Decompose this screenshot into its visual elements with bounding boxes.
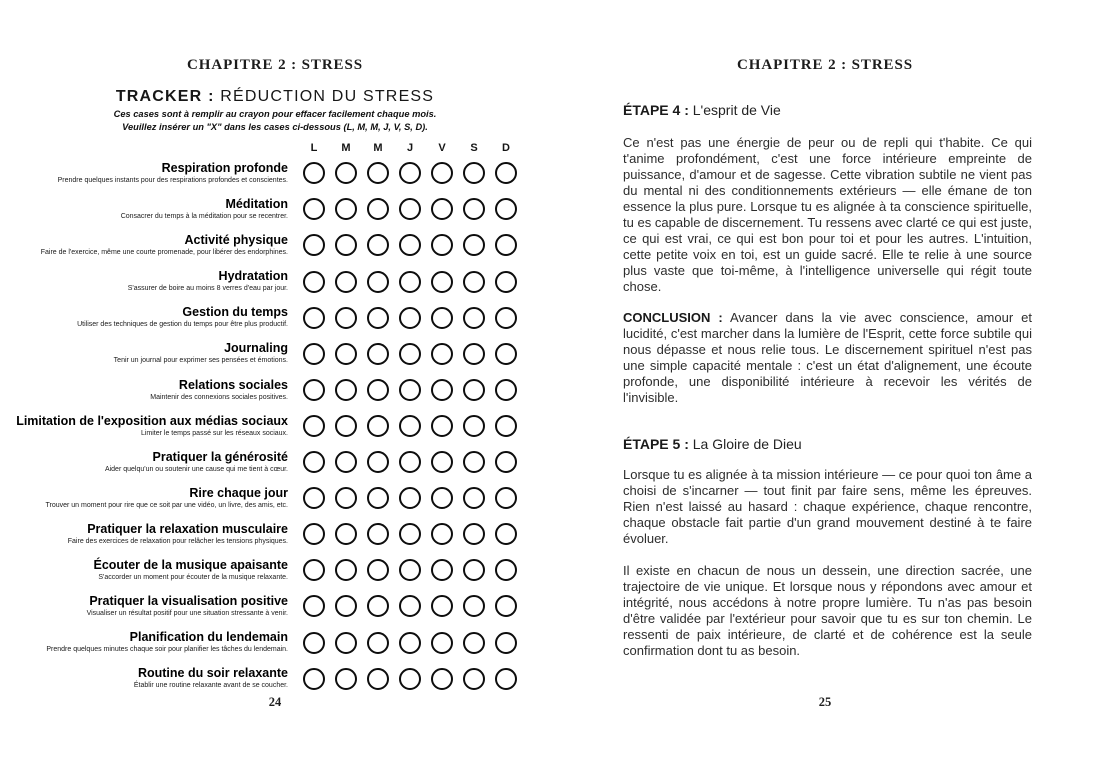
tracker-checkbox[interactable] <box>463 162 485 184</box>
tracker-checkbox[interactable] <box>463 198 485 220</box>
tracker-checkbox[interactable] <box>303 559 325 581</box>
tracker-checkbox[interactable] <box>495 343 517 365</box>
tracker-row-title: Journaling <box>224 341 288 356</box>
tracker-instructions <box>0 108 550 133</box>
tracker-checkbox[interactable] <box>463 523 485 545</box>
tracker-checkbox[interactable] <box>399 632 421 654</box>
tracker-checkbox[interactable] <box>495 632 517 654</box>
tracker-row-description: Faire de l'exercice, même une courte promenade, pour libérer des endorphines. <box>40 249 288 257</box>
tracker-checkbox[interactable] <box>335 162 357 184</box>
tracker-checkbox[interactable] <box>335 559 357 581</box>
tracker-row <box>0 161 550 186</box>
day-column-label: V <box>438 142 446 154</box>
tracker-title-text: RÉDUCTION DU STRESS <box>214 88 435 105</box>
tracker-checkbox[interactable] <box>367 307 389 329</box>
tracker-checkbox[interactable] <box>335 668 357 690</box>
tracker-checkbox[interactable] <box>303 668 325 690</box>
tracker-checkbox[interactable] <box>431 343 453 365</box>
tracker-checkbox[interactable] <box>367 271 389 293</box>
tracker-row <box>0 197 550 222</box>
tracker-row <box>0 305 550 330</box>
tracker-row-title: Respiration profonde <box>161 161 288 175</box>
tracker-checkbox[interactable] <box>463 451 485 473</box>
tracker-checkbox[interactable] <box>303 234 325 256</box>
tracker-checkbox[interactable] <box>335 451 357 473</box>
tracker-row-description: Consacrer du temps à la méditation pour se recentrer. <box>120 213 288 221</box>
tracker-checkbox[interactable] <box>431 632 453 654</box>
tracker-checkbox[interactable] <box>463 668 485 690</box>
etape4-heading <box>623 102 1032 118</box>
tracker-row-description: Maintenir des connexions sociales positives. <box>150 393 288 401</box>
tracker-checkbox[interactable] <box>399 595 421 617</box>
day-column-label: M <box>373 142 383 154</box>
tracker-checkbox[interactable] <box>399 343 421 365</box>
tracker-checkbox[interactable] <box>367 451 389 473</box>
tracker-checkbox[interactable] <box>335 234 357 256</box>
tracker-checkbox[interactable] <box>431 307 453 329</box>
tracker-checkbox[interactable] <box>399 451 421 473</box>
day-column-label: L <box>310 142 318 154</box>
tracker-row <box>0 414 550 439</box>
tracker-checkbox[interactable] <box>495 559 517 581</box>
tracker-checkbox[interactable] <box>367 415 389 437</box>
tracker-checkbox[interactable] <box>367 668 389 690</box>
tracker-checkbox[interactable] <box>495 668 517 690</box>
tracker-checkbox[interactable] <box>367 234 389 256</box>
chapter-header-left: CHAPITRE 2 : STRESS <box>187 57 363 73</box>
tracker-checkbox[interactable] <box>463 234 485 256</box>
tracker-checkbox[interactable] <box>335 487 357 509</box>
tracker-checkbox[interactable] <box>495 379 517 401</box>
tracker-row <box>0 630 550 655</box>
tracker-checkbox[interactable] <box>463 343 485 365</box>
tracker-row-description: S'assurer de boire au moins 8 verres d'eau par jour. <box>127 285 288 293</box>
tracker-checkbox[interactable] <box>495 523 517 545</box>
tracker-row-title: Hydratation <box>218 269 288 284</box>
tracker-checkbox[interactable] <box>367 198 389 220</box>
tracker-row-title: Activité physique <box>184 233 288 248</box>
tracker-week-circles <box>303 632 517 654</box>
tracker-week-circles <box>303 487 517 509</box>
tracker-checkbox[interactable] <box>399 271 421 293</box>
tracker-checkbox[interactable] <box>303 379 325 401</box>
tracker-row-title: Écouter de la musique apaisante <box>93 558 288 573</box>
tracker-checkbox[interactable] <box>335 595 357 617</box>
tracker-checkbox[interactable] <box>303 595 325 617</box>
day-column-label: S <box>470 142 478 154</box>
tracker-checkbox[interactable] <box>367 523 389 545</box>
tracker-checkbox[interactable] <box>495 451 517 473</box>
tracker-row-title: Pratiquer la visualisation positive <box>89 594 288 609</box>
tracker-row-description: Visualiser un résultat positif pour une situation stressante à venir. <box>86 610 288 618</box>
tracker-checkbox[interactable] <box>303 487 325 509</box>
tracker-checkbox[interactable] <box>303 162 325 184</box>
tracker-row-description: Aider quelqu'un ou soutenir une cause qui me tient à cœur. <box>104 465 288 473</box>
tracker-checkbox[interactable] <box>335 632 357 654</box>
tracker-checkbox[interactable] <box>431 559 453 581</box>
tracker-week-circles <box>303 559 517 581</box>
tracker-checkbox[interactable] <box>335 415 357 437</box>
tracker-instructions-line2: Veuillez insérer un "X" dans les cases ci-dessous (L, M, M, J, V, S, D). <box>122 121 428 132</box>
tracker-checkbox[interactable] <box>335 343 357 365</box>
tracker-row-title: Relations sociales <box>178 377 288 392</box>
tracker-checkbox[interactable] <box>431 198 453 220</box>
tracker-checkbox[interactable] <box>495 487 517 509</box>
tracker-row <box>0 666 550 691</box>
tracker-week-circles <box>303 271 517 293</box>
tracker-row-title: Pratiquer la relaxation musculaire <box>87 521 288 536</box>
tracker-checkbox[interactable] <box>431 271 453 293</box>
tracker-week-circles <box>303 523 517 545</box>
tracker-checkbox[interactable] <box>335 523 357 545</box>
etape5-paragraph2: Il existe en chacun de nous un dessein, une direction sacrée, une trajectoire de vie unique. Et lorsque nous y répondons avec amour et intégrité, nous accédons à notre propre lumière. Tu n'as pas besoin d'être validée par l'extérieur pour savoir que tu es sur ton chemin. Le ressenti de paix intérieure, de clarté et de cohérence est la seule confirmation dont tu as besoin. <box>623 563 1032 658</box>
tracker-checkbox[interactable] <box>495 234 517 256</box>
tracker-checkbox[interactable] <box>431 451 453 473</box>
tracker-checkbox[interactable] <box>431 487 453 509</box>
tracker-checkbox[interactable] <box>463 271 485 293</box>
etape4-title: L'esprit de Vie <box>688 102 781 118</box>
tracker-row <box>0 594 550 619</box>
tracker-checkbox[interactable] <box>303 307 325 329</box>
tracker-week-circles <box>303 162 517 184</box>
etape5-heading <box>623 436 1032 452</box>
page-number-left: 24 <box>268 695 282 709</box>
tracker-week-circles <box>303 307 517 329</box>
tracker-checkbox[interactable] <box>431 379 453 401</box>
tracker-week-circles <box>303 343 517 365</box>
tracker-row-title: Méditation <box>225 197 288 212</box>
chapter-header-right: CHAPITRE 2 : STRESS <box>737 57 913 73</box>
tracker-checkbox[interactable] <box>335 271 357 293</box>
tracker-checkbox[interactable] <box>463 379 485 401</box>
tracker-grid <box>0 161 550 691</box>
tracker-checkbox[interactable] <box>431 595 453 617</box>
day-columns-header <box>303 143 550 154</box>
tracker-instructions-line1: Ces cases sont à remplir au crayon pour effacer facilement chaque mois. <box>113 109 437 119</box>
conclusion-label: CONCLUSION : <box>623 310 723 325</box>
tracker-row-description: Faire des exercices de relaxation pour relâcher les tensions physiques. <box>67 537 288 545</box>
tracker-checkbox[interactable] <box>463 415 485 437</box>
tracker-row-title: Pratiquer la générosité <box>152 449 288 464</box>
tracker-week-circles <box>303 451 517 473</box>
etape5-label: ÉTAPE 5 : <box>623 436 689 452</box>
tracker-row-description: Établir une routine relaxante avant de se coucher. <box>133 682 288 690</box>
tracker-title-label: TRACKER : <box>115 88 215 105</box>
tracker-checkbox[interactable] <box>431 523 453 545</box>
tracker-checkbox[interactable] <box>463 632 485 654</box>
tracker-title <box>0 87 550 106</box>
tracker-checkbox[interactable] <box>399 379 421 401</box>
tracker-checkbox[interactable] <box>399 307 421 329</box>
tracker-row-title: Rire chaque jour <box>189 485 288 500</box>
tracker-checkbox[interactable] <box>303 523 325 545</box>
tracker-week-circles <box>303 379 517 401</box>
tracker-checkbox[interactable] <box>495 415 517 437</box>
day-column-label: J <box>406 142 414 154</box>
tracker-row-title: Planification du lendemain <box>129 630 288 645</box>
tracker-checkbox[interactable] <box>303 343 325 365</box>
day-column-label: D <box>502 142 510 154</box>
tracker-checkbox[interactable] <box>303 415 325 437</box>
tracker-checkbox[interactable] <box>463 307 485 329</box>
tracker-checkbox[interactable] <box>303 271 325 293</box>
tracker-checkbox[interactable] <box>399 234 421 256</box>
tracker-week-circles <box>303 234 517 256</box>
tracker-row-description: Prendre quelques instants pour des respirations profondes et conscientes. <box>57 177 288 184</box>
tracker-checkbox[interactable] <box>303 451 325 473</box>
tracker-checkbox[interactable] <box>367 487 389 509</box>
tracker-checkbox[interactable] <box>495 162 517 184</box>
right-page-content <box>550 102 1100 659</box>
tracker-checkbox[interactable] <box>495 271 517 293</box>
tracker-checkbox[interactable] <box>463 487 485 509</box>
tracker-checkbox[interactable] <box>495 595 517 617</box>
tracker-checkbox[interactable] <box>335 307 357 329</box>
tracker-checkbox[interactable] <box>495 198 517 220</box>
tracker-week-circles <box>303 595 517 617</box>
tracker-row <box>0 486 550 511</box>
tracker-checkbox[interactable] <box>399 668 421 690</box>
tracker-checkbox[interactable] <box>431 415 453 437</box>
tracker-checkbox[interactable] <box>367 595 389 617</box>
etape5-title: La Gloire de Dieu <box>688 436 802 452</box>
tracker-row-description: Utiliser des techniques de gestion du temps pour être plus productif. <box>77 321 288 329</box>
tracker-checkbox[interactable] <box>367 559 389 581</box>
tracker-row <box>0 450 550 475</box>
tracker-checkbox[interactable] <box>335 198 357 220</box>
tracker-checkbox[interactable] <box>399 198 421 220</box>
tracker-week-circles <box>303 198 517 220</box>
tracker-checkbox[interactable] <box>431 162 453 184</box>
tracker-row <box>0 269 550 294</box>
etape5-paragraph1: Lorsque tu es alignée à ta mission intérieure — ce pour quoi ton âme a choisi de s'incarner — tout finit par faire sens, même les épreuves. Rien n'est laissé au hasard : chaque expérience, chaque rencontre, chaque obstacle fait partie d'un grand mouvement destiné à te faire évoluer. <box>623 467 1032 546</box>
tracker-checkbox[interactable] <box>367 343 389 365</box>
tracker-row-description: Limiter le temps passé sur les réseaux sociaux. <box>140 429 288 437</box>
tracker-checkbox[interactable] <box>303 632 325 654</box>
tracker-checkbox[interactable] <box>303 198 325 220</box>
tracker-row-title: Gestion du temps <box>182 305 288 320</box>
tracker-row-title: Routine du soir relaxante <box>137 666 288 681</box>
tracker-checkbox[interactable] <box>463 595 485 617</box>
conclusion-text: Avancer dans la vie avec conscience, amour et lucidité, c'est marcher dans la lumière de l'Esprit, cette force subtile qui nous dépasse et nous relie tous. Le discernement spirituel n'est pas une simple capacité mentale : c'est un état d'alignement, une écoute profonde, une disponibilité intérieure à recevoir les vérités de l'invisible. <box>623 310 1032 405</box>
etape4-label: ÉTAPE 4 : <box>623 102 689 118</box>
tracker-checkbox[interactable] <box>335 379 357 401</box>
tracker-week-circles <box>303 415 517 437</box>
tracker-row-description: Tenir un journal pour exprimer ses pensées et émotions. <box>113 357 288 365</box>
tracker-row <box>0 378 550 403</box>
tracker-checkbox[interactable] <box>367 162 389 184</box>
tracker-checkbox[interactable] <box>431 234 453 256</box>
tracker-checkbox[interactable] <box>399 487 421 509</box>
etape4-paragraph: Ce n'est pas une énergie de peur ou de repli qui t'habite. Ce qui t'anime profondément, c'est une force intérieure empreinte de puissance, d'amour et de sagesse. Cette vibration subtile ne vient pas du mental ni des conditionnements extérieurs — elle émane de ton essence la plus pure. Lorsque tu es alignée à ta conscience spirituelle, tu es capable de discernement. Tu ressens avec clarté ce qui est juste, ce qui est vrai, ce qui est bon pour toi et pour les autres. L'intuition, cette petite voix en toi, est un guide sacré. Elle te relie à une source plus vaste que toi-même, à l'intelligence universelle qui régit toute chose. <box>623 135 1032 294</box>
tracker-checkbox[interactable] <box>431 668 453 690</box>
page-number-right: 25 <box>818 695 832 709</box>
conclusion-paragraph <box>623 310 1032 406</box>
day-column-label: M <box>341 142 351 154</box>
tracker-week-circles <box>303 668 517 690</box>
tracker-checkbox[interactable] <box>463 559 485 581</box>
tracker-checkbox[interactable] <box>399 559 421 581</box>
tracker-row-description: S'accorder un moment pour écouter de la musique relaxante. <box>98 574 288 582</box>
tracker-row <box>0 341 550 366</box>
tracker-row <box>0 558 550 583</box>
tracker-checkbox[interactable] <box>495 307 517 329</box>
right-page <box>550 0 1100 782</box>
tracker-checkbox[interactable] <box>399 415 421 437</box>
tracker-row <box>0 233 550 258</box>
tracker-checkbox[interactable] <box>367 379 389 401</box>
tracker-checkbox[interactable] <box>399 523 421 545</box>
tracker-checkbox[interactable] <box>367 632 389 654</box>
tracker-row-description: Prendre quelques minutes chaque soir pour planifier les tâches du lendemain. <box>46 646 288 654</box>
tracker-row-title: Limitation de l'exposition aux médias sociaux <box>16 413 288 428</box>
tracker-row <box>0 522 550 547</box>
tracker-checkbox[interactable] <box>399 162 421 184</box>
tracker-row-description: Trouver un moment pour rire que ce soit par une vidéo, un livre, des amis, etc. <box>45 501 288 509</box>
